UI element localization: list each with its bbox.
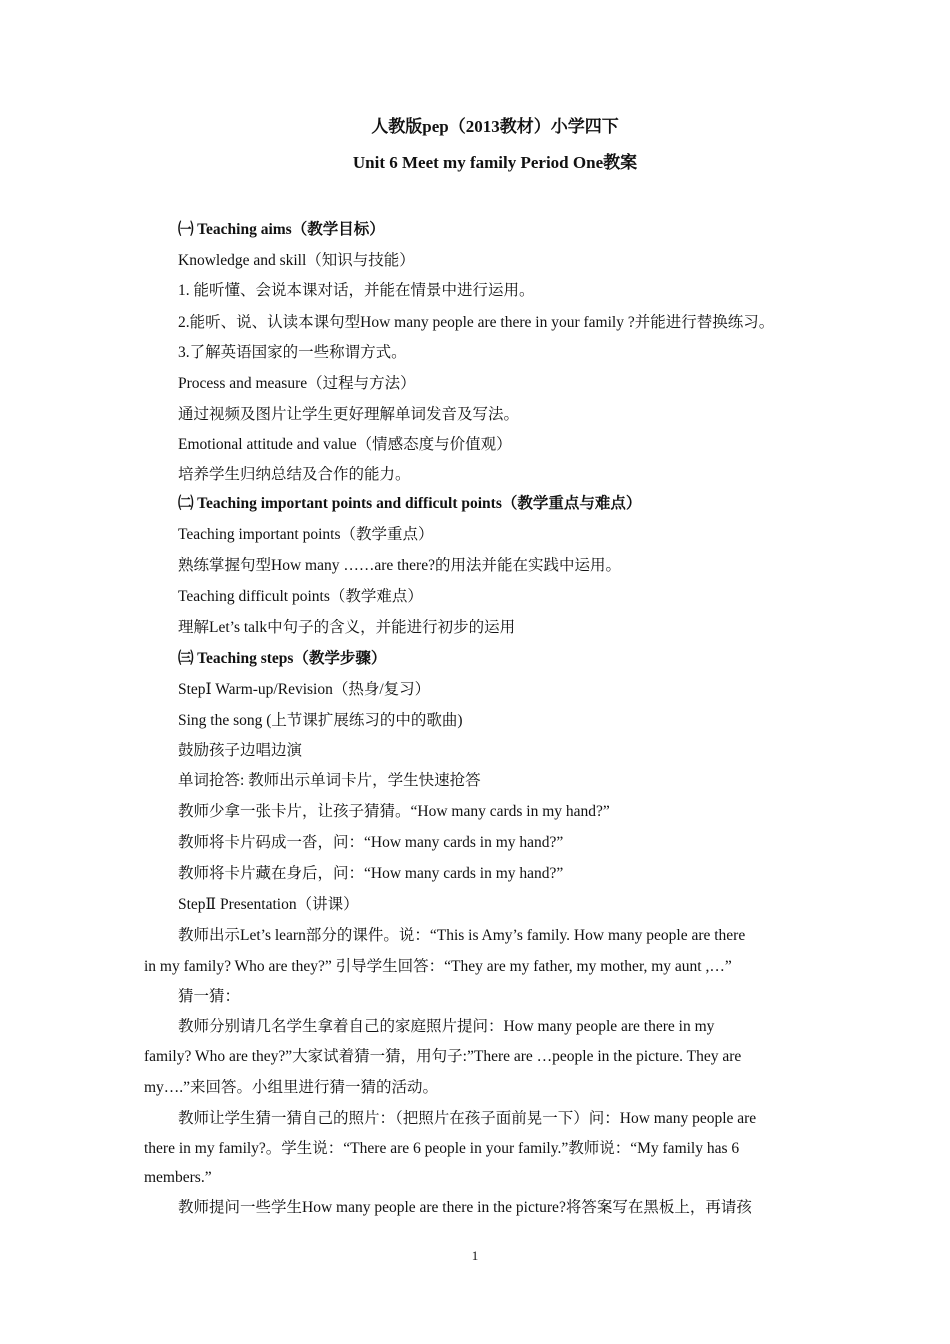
body-line: StepⅡ Presentation（讲课） (178, 896, 359, 913)
body-line: my….”来回答。小组里进行猜一猜的活动。 (144, 1079, 439, 1096)
body-line: 教师分别请几名学生拿着自己的家庭照片提问：How many people are there in my (178, 1018, 715, 1035)
body-line: 教师提问一些学生How many people are there in the picture?将答案写在黑板上，再请孩 (178, 1199, 752, 1216)
body-line: 教师让学生猜一猜自己的照片：（把照片在孩子面前晃一下）问：How many people are (178, 1110, 757, 1127)
body-line: 鼓励孩子边唱边演 (178, 742, 303, 759)
body-line: 3.了解英语国家的一些称谓方式。 (178, 344, 407, 361)
body-line: 教师将卡片码成一沓，问：“How many cards in my hand?” (178, 834, 564, 851)
section-heading-key-points: ㈡ Teaching important points and difficult points（教学重点与难点） (178, 495, 642, 512)
body-line: 2.能听、说、认读本课句型How many people are there in your family ?并能进行替换练习。 (178, 314, 775, 331)
body-line: Teaching difficult points（教学难点） (178, 588, 423, 605)
section-heading-teaching-steps: ㈢ Teaching steps（教学步骤） (178, 650, 387, 667)
body-line: 理解Let’s talk中句子的含义，并能进行初步的运用 (178, 619, 516, 636)
body-line: Emotional attitude and value（情感态度与价值观） (178, 436, 512, 453)
body-line: in my family? Who are they?” 引导学生回答：“They are my father, my mother, my aunt ,…” (144, 958, 732, 975)
body-line: Knowledge and skill（知识与技能） (178, 252, 415, 269)
page-number: 1 (471, 1248, 479, 1263)
document-title: 人教版pep（2013教材）小学四下 (371, 117, 619, 136)
body-line: 培养学生归纳总结及合作的能力。 (178, 466, 411, 483)
section-heading-teaching-aims: ㈠ Teaching aims（教学目标） (178, 221, 385, 238)
body-line: 猜一猜： (178, 988, 241, 1005)
body-line: there in my family?。学生说：“There are 6 people in your family.”教师说：“My family has 6 (144, 1140, 740, 1157)
body-line: StepⅠ Warm-up/Revision（热身/复习） (178, 681, 431, 698)
body-line: 教师将卡片藏在身后，问：“How many cards in my hand?” (178, 865, 564, 882)
body-line: 熟练掌握句型How many ……are there?的用法并能在实践中运用。 (178, 557, 621, 574)
body-line: Teaching important points（教学重点） (178, 526, 434, 543)
body-line: family? Who are they?”大家试着猜一猜，用句子:”There are …people in the picture. They are (144, 1048, 742, 1065)
body-line: Process and measure（过程与方法） (178, 375, 416, 392)
document-subtitle: Unit 6 Meet my family Period One教案 (352, 153, 638, 172)
body-line: 教师少拿一张卡片，让孩子猜猜。“How many cards in my hand?” (178, 803, 610, 820)
body-line: 教师出示Let’s learn部分的课件。说：“This is Amy’s family. How many people are there (178, 927, 746, 944)
body-line: members.” (144, 1169, 212, 1186)
body-line: Sing the song (上节课扩展练习的中的歌曲) (178, 712, 463, 729)
body-line: 1. 能听懂、会说本课对话，并能在情景中进行运用。 (178, 282, 535, 299)
body-line: 单词抢答: 教师出示单词卡片，学生快速抢答 (178, 772, 481, 789)
body-line: 通过视频及图片让学生更好理解单词发音及写法。 (178, 406, 520, 423)
